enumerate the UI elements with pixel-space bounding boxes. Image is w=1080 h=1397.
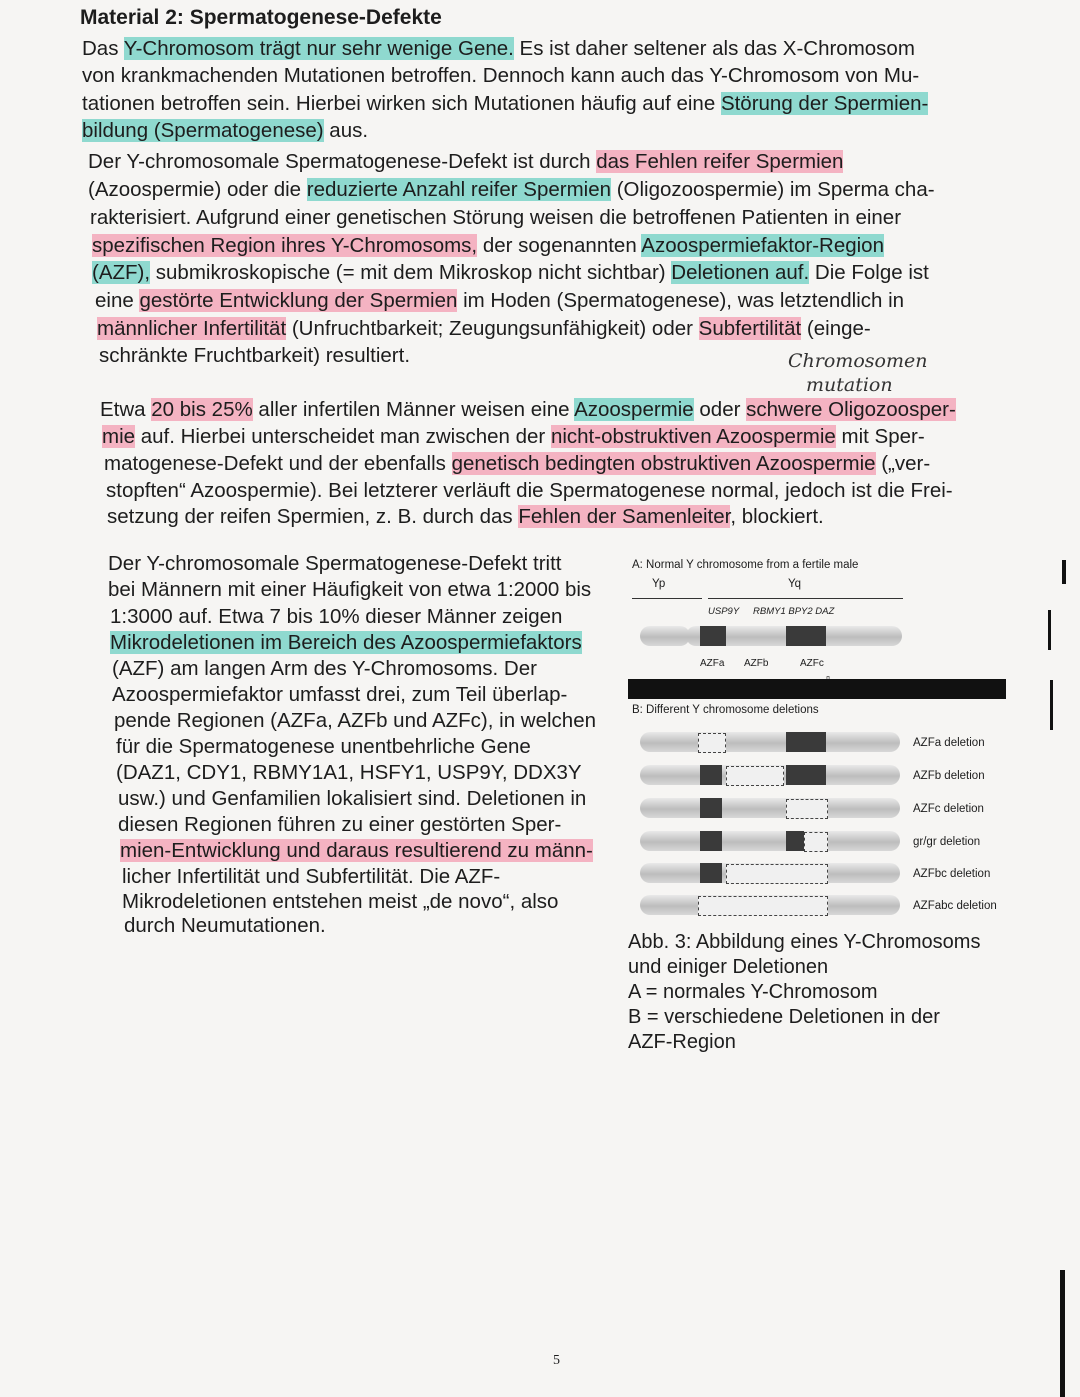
edge-mark xyxy=(1050,680,1053,730)
region-azfa: AZFa xyxy=(700,658,725,669)
gene-label-rbmy-daz: RBMY1 BPY2 DAZ xyxy=(753,606,835,617)
deleted-region xyxy=(726,864,828,884)
p3-line-2: mie auf. Hierbei unterscheidet man zwischen der nicht-obstruktiven Azoospermie mit Sper- xyxy=(102,425,925,448)
figure-caption xyxy=(628,930,980,1055)
deleted-region xyxy=(698,733,726,753)
arm-p-label: Yp xyxy=(652,578,666,590)
chromosome-row xyxy=(640,831,900,851)
caption-line: und einiger Deletionen xyxy=(628,956,829,978)
normal-chromosome-p-arm xyxy=(640,626,690,646)
p4-line-7: pende Regionen (AZFa, AZFb und AZFc), in welchen xyxy=(114,709,597,732)
p2-line-4: spezifischen Region ihres Y-Chromosoms, der sogenannten Azoospermiefaktor-Region xyxy=(92,234,884,257)
chromosome-row xyxy=(640,798,900,818)
y-chromosome-figure xyxy=(628,556,1008,916)
p4-line-2: bei Männern mit einer Häufigkeit von etwa 1:2000 bis xyxy=(108,578,592,601)
p4-line-15: durch Neumutationen. xyxy=(124,914,326,937)
deletion-label: gr/gr deletion xyxy=(913,836,981,848)
azfa-band xyxy=(700,863,722,883)
p2-line-2: (Azoospermie) oder die reduzierte Anzahl reifer Spermien (Oligozoospermie) im Sperma cha- xyxy=(88,178,935,201)
p4-line-9: (DAZ1, CDY1, RBMY1A1, HSFY1, USP9Y, DDX3Y xyxy=(116,761,582,784)
p1-line-4: bildung (Spermatogenese) aus. xyxy=(82,119,369,142)
p2-line-1: Der Y-chromosomale Spermatogenese-Defekt ist durch das Fehlen reifer Spermien xyxy=(88,150,844,173)
material-title: Material 2: Spermatogenese-Defekte xyxy=(80,6,442,29)
deletion-label: AZFb deletion xyxy=(913,770,985,782)
p2-line-3: rakterisiert. Aufgrund einer genetischen Störung weisen die betroffenen Patienten in einer xyxy=(90,206,902,229)
page-number: 5 xyxy=(553,1353,560,1368)
azfa-band xyxy=(700,765,722,785)
p3-line-3: matogenese-Defekt und der ebenfalls genetisch bedingten obstruktiven Azoospermie („ver- xyxy=(104,452,931,475)
p3-line-4: stopften“ Azoospermie). Bei letzterer verläuft die Spermatogenese normal, jedoch ist die Frei- xyxy=(106,479,953,502)
arm-p-arrow xyxy=(632,598,702,599)
azfc-band xyxy=(786,831,804,851)
edge-mark xyxy=(1048,610,1051,650)
arm-q-label: Yq xyxy=(788,578,802,590)
caption-line: Abb. 3: Abbildung eines Y-Chromosoms xyxy=(628,931,981,953)
azfa-band xyxy=(700,831,722,851)
p4-line-13: licher Infertilität und Subfertilität. Die AZF- xyxy=(122,865,501,888)
panel-a-title: A: Normal Y chromosome from a fertile male xyxy=(632,559,859,571)
p4-line-10: usw.) und Genfamilien lokalisiert sind. Deletionen in xyxy=(118,787,587,810)
p2-line-5: (AZF), submikroskopische (= mit dem Mikroskop nicht sichtbar) Deletionen auf. Die Folge ist xyxy=(92,261,929,284)
p4-line-6: Azoospermiefaktor umfasst drei, zum Teil überlap- xyxy=(112,683,568,706)
panel-divider-bar xyxy=(628,679,1006,699)
arm-q-arrow xyxy=(708,598,903,599)
region-azfb: AZFb xyxy=(744,658,769,669)
p4-line-14: Mikrodeletionen entstehen meist „de novo“, also xyxy=(122,890,559,913)
p4-line-8: für die Spermatogenese unentbehrliche Gene xyxy=(116,735,531,758)
handwritten-note-1: Chromosomen xyxy=(788,350,928,372)
azfc-band xyxy=(786,765,826,785)
p4-line-11: diesen Regionen führen zu einer gestörten Sper- xyxy=(118,813,562,836)
deletion-label: AZFa deletion xyxy=(913,737,985,749)
panel-b-title: B: Different Y chromosome deletions xyxy=(632,704,819,716)
handwritten-note-2: mutation xyxy=(806,374,893,396)
gene-label-usp9y: USP9Y xyxy=(708,606,740,617)
region-azfc: AZFc xyxy=(800,658,824,669)
p4-line-4: Mikrodeletionen im Bereich des Azoospermiefaktors xyxy=(110,631,582,654)
p1-line-3: tationen betroffen sein. Hierbei wirken sich Mutationen häufig auf eine Störung der Spermien- xyxy=(82,92,929,115)
p3-line-5: setzung der reifen Spermien, z. B. durch das Fehlen der Samenleiter, blockiert. xyxy=(107,505,824,528)
p2-line-7: männlicher Infertilität (Unfruchtbarkeit; Zeugungsunfähigkeit) oder Subfertilität (einge- xyxy=(97,317,871,340)
edge-mark xyxy=(1060,1270,1065,1397)
azfc-band xyxy=(786,626,826,646)
edge-mark xyxy=(1062,560,1066,584)
azfa-band xyxy=(700,798,722,818)
caption-line: AZF-Region xyxy=(628,1031,736,1053)
p4-line-5: (AZF) am langen Arm des Y-Chromosoms. Der xyxy=(112,657,537,680)
p2-line-8: schränkte Fruchtbarkeit) resultiert. xyxy=(99,344,411,367)
p3-line-1: Etwa 20 bis 25% aller infertilen Männer weisen eine Azoospermie oder schwere Oligozoosper- xyxy=(100,398,956,421)
azfa-band xyxy=(700,626,726,646)
deletion-label: AZFbc deletion xyxy=(913,868,991,880)
caption-line: A = normales Y-Chromosom xyxy=(628,981,878,1003)
azfc-band xyxy=(786,732,826,752)
p4-line-1: Der Y-chromosomale Spermatogenese-Defekt tritt xyxy=(108,552,562,575)
deleted-region xyxy=(804,832,828,852)
caption-line: B = verschiedene Deletionen in der xyxy=(628,1006,940,1028)
deletion-label: AZFabc deletion xyxy=(913,900,997,912)
deletion-label: AZFc deletion xyxy=(913,803,984,815)
chromosome-row xyxy=(640,732,900,752)
p4-line-3: 1:3000 auf. Etwa 7 bis 10% dieser Männer zeigen xyxy=(110,605,563,628)
deleted-region xyxy=(726,766,784,786)
p2-line-6: eine gestörte Entwicklung der Spermien im Hoden (Spermatogenese), was letztendlich in xyxy=(95,289,905,312)
deleted-region xyxy=(786,799,828,819)
p1-line-2: von krankmachenden Mutationen betroffen. Dennoch kann auch das Y-Chromosom von Mu- xyxy=(82,64,920,87)
p4-line-12: mien-Entwicklung und daraus resultierend zu männ- xyxy=(120,839,593,862)
deleted-region xyxy=(698,896,828,916)
p1-line-1: Das Y-Chromosom trägt nur sehr wenige Gene. Es ist daher seltener als das X-Chromosom xyxy=(82,37,915,60)
